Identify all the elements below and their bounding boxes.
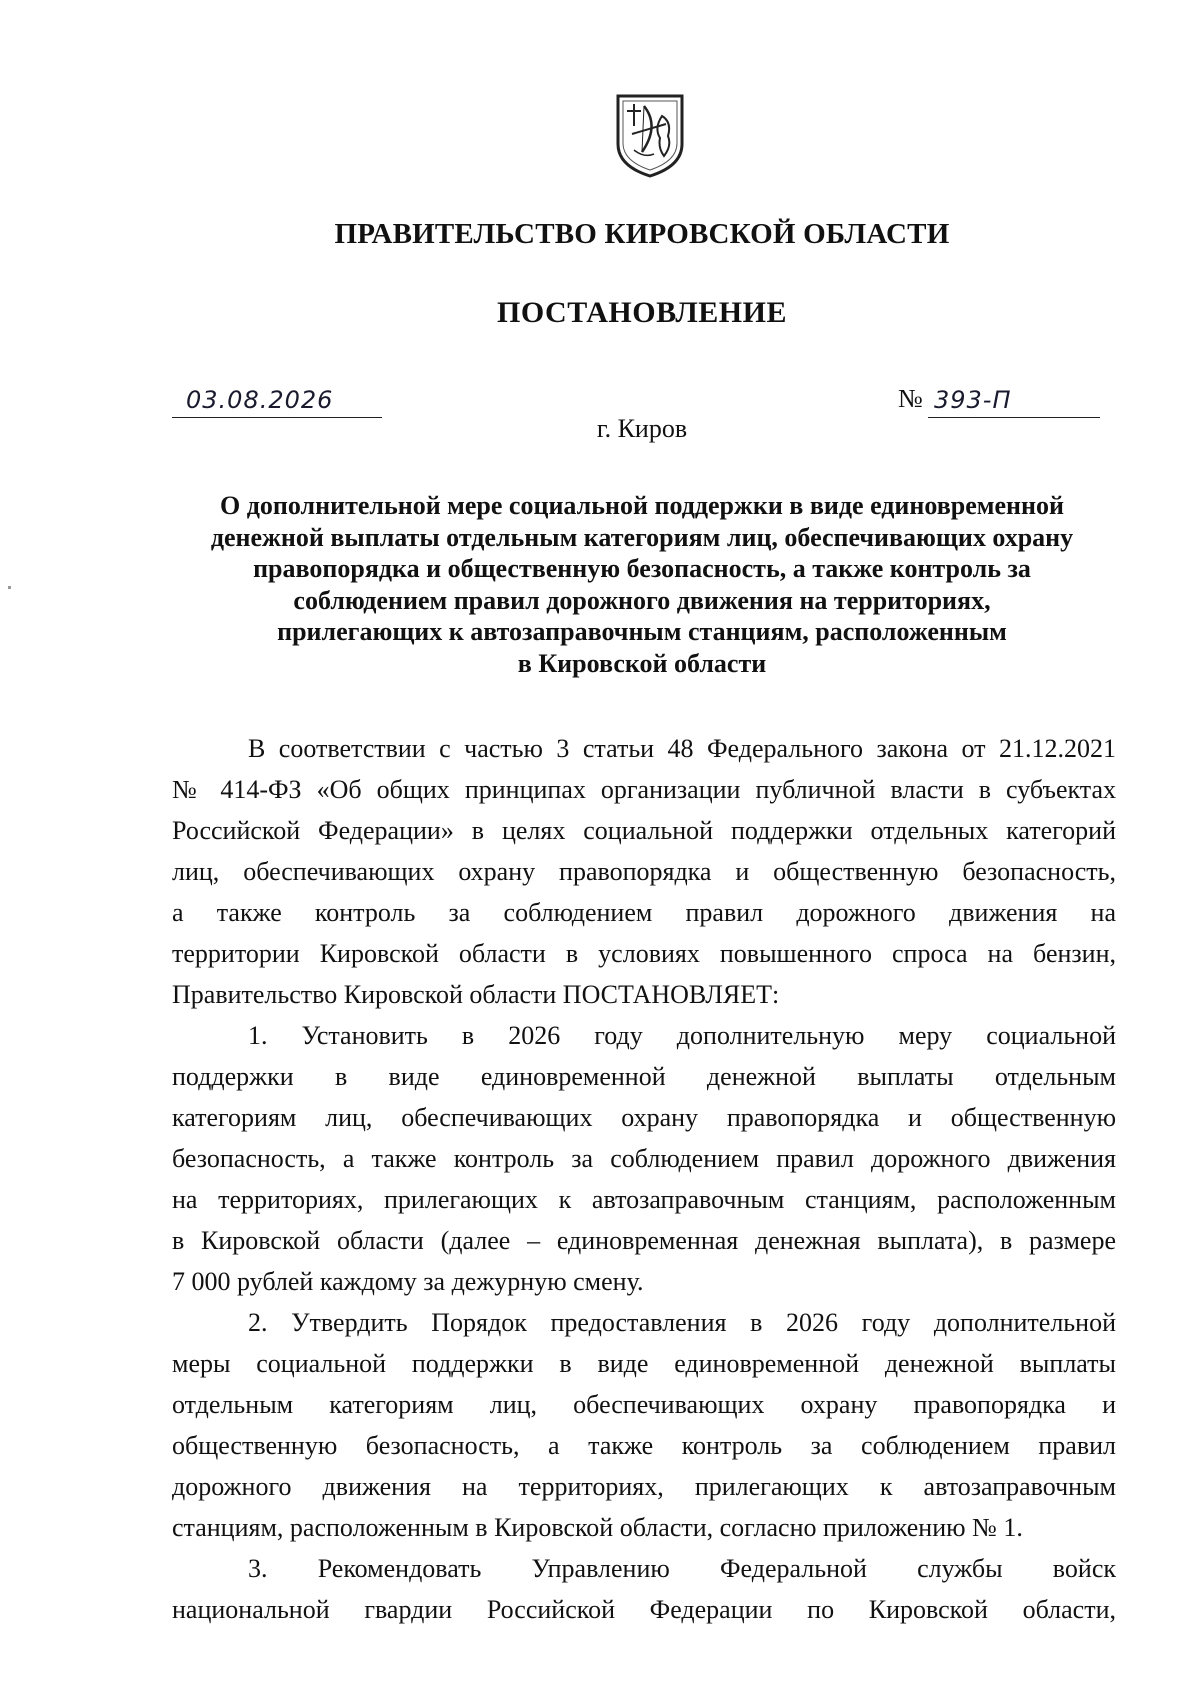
body-line: в Кировской области (далее – единовременная денежная выплата), в размере <box>172 1226 1116 1255</box>
number-label: № <box>898 384 923 413</box>
city-name: г. Киров <box>596 414 688 443</box>
government-title: ПРАВИТЕЛЬСТВО КИРОВСКОЙ ОБЛАСТИ <box>334 218 950 250</box>
document-subject <box>170 490 1114 679</box>
body-line: меры социальной поддержки в виде единовременной денежной выплаты <box>172 1349 1116 1378</box>
subject-line: О дополнительной мере социальной поддержки в виде единовременной <box>220 491 1064 520</box>
document-type-title: ПОСТАНОВЛЕНИЕ <box>497 296 787 329</box>
document-body <box>172 728 1116 1630</box>
body-line: лиц, обеспечивающих охрану правопорядка и общественную безопасность, <box>172 857 1116 886</box>
body-line: станциям, расположенным в Кировской области, согласно приложению № 1. <box>172 1513 1023 1542</box>
body-line: отдельным категориям лиц, обеспечивающих охрану правопорядка и <box>172 1390 1116 1419</box>
subject-line: правопорядка и общественную безопасность, а также контроль за <box>253 554 1031 583</box>
body-line: территории Кировской области в условиях повышенного спроса на бензин, <box>172 939 1116 968</box>
subject-line: в Кировской области <box>517 648 767 678</box>
body-line: поддержки в виде единовременной денежной выплаты отдельным <box>172 1062 1116 1091</box>
body-line: 2. Утвердить Порядок предоставления в 2026 году дополнительной <box>248 1308 1116 1337</box>
body-line: а также контроль за соблюдением правил дорожного движения на <box>172 898 1116 927</box>
subject-line: прилегающих к автозаправочным станциям, расположенным <box>277 617 1007 646</box>
scan-mark <box>8 586 11 589</box>
body-line: дорожного движения на территориях, прилегающих к автозаправочным <box>172 1472 1116 1501</box>
body-line: национальной гвардии Российской Федерации по Кировской области, <box>172 1595 1116 1624</box>
body-line: В соответствии с частью 3 статьи 48 Федерального закона от 21.12.2021 <box>248 734 1116 763</box>
subject-line: денежной выплаты отдельным категориям лиц, обеспечивающих охрану <box>210 522 1074 552</box>
document-number: 393-П <box>928 386 1100 418</box>
body-line: на территориях, прилегающих к автозаправочным станциям, расположенным <box>172 1185 1116 1214</box>
document-date: 03.08.2026 <box>172 386 382 418</box>
body-line: 7 000 рублей каждому за дежурную смену. <box>172 1267 644 1296</box>
body-line: Правительство Кировской области ПОСТАНОВЛЯЕТ: <box>172 980 780 1009</box>
body-line: № 414-ФЗ «Об общих принципах организации публичной власти в субъектах <box>172 775 1116 804</box>
body-line: категориям лиц, обеспечивающих охрану правопорядка и общественную <box>172 1103 1116 1132</box>
body-line: общественную безопасность, а также контроль за соблюдением правил <box>172 1431 1116 1460</box>
body-line: безопасность, а также контроль за соблюдением правил дорожного движения <box>172 1144 1116 1173</box>
body-line: 1. Установить в 2026 году дополнительную меру социальной <box>248 1021 1116 1050</box>
body-line: 3. Рекомендовать Управлению Федеральной службы войск <box>248 1554 1116 1583</box>
body-line: Российской Федерации» в целях социальной поддержки отдельных категорий <box>172 816 1116 845</box>
subject-line: соблюдением правил дорожного движения на территориях, <box>293 585 991 615</box>
coat-of-arms-emblem <box>614 92 686 178</box>
